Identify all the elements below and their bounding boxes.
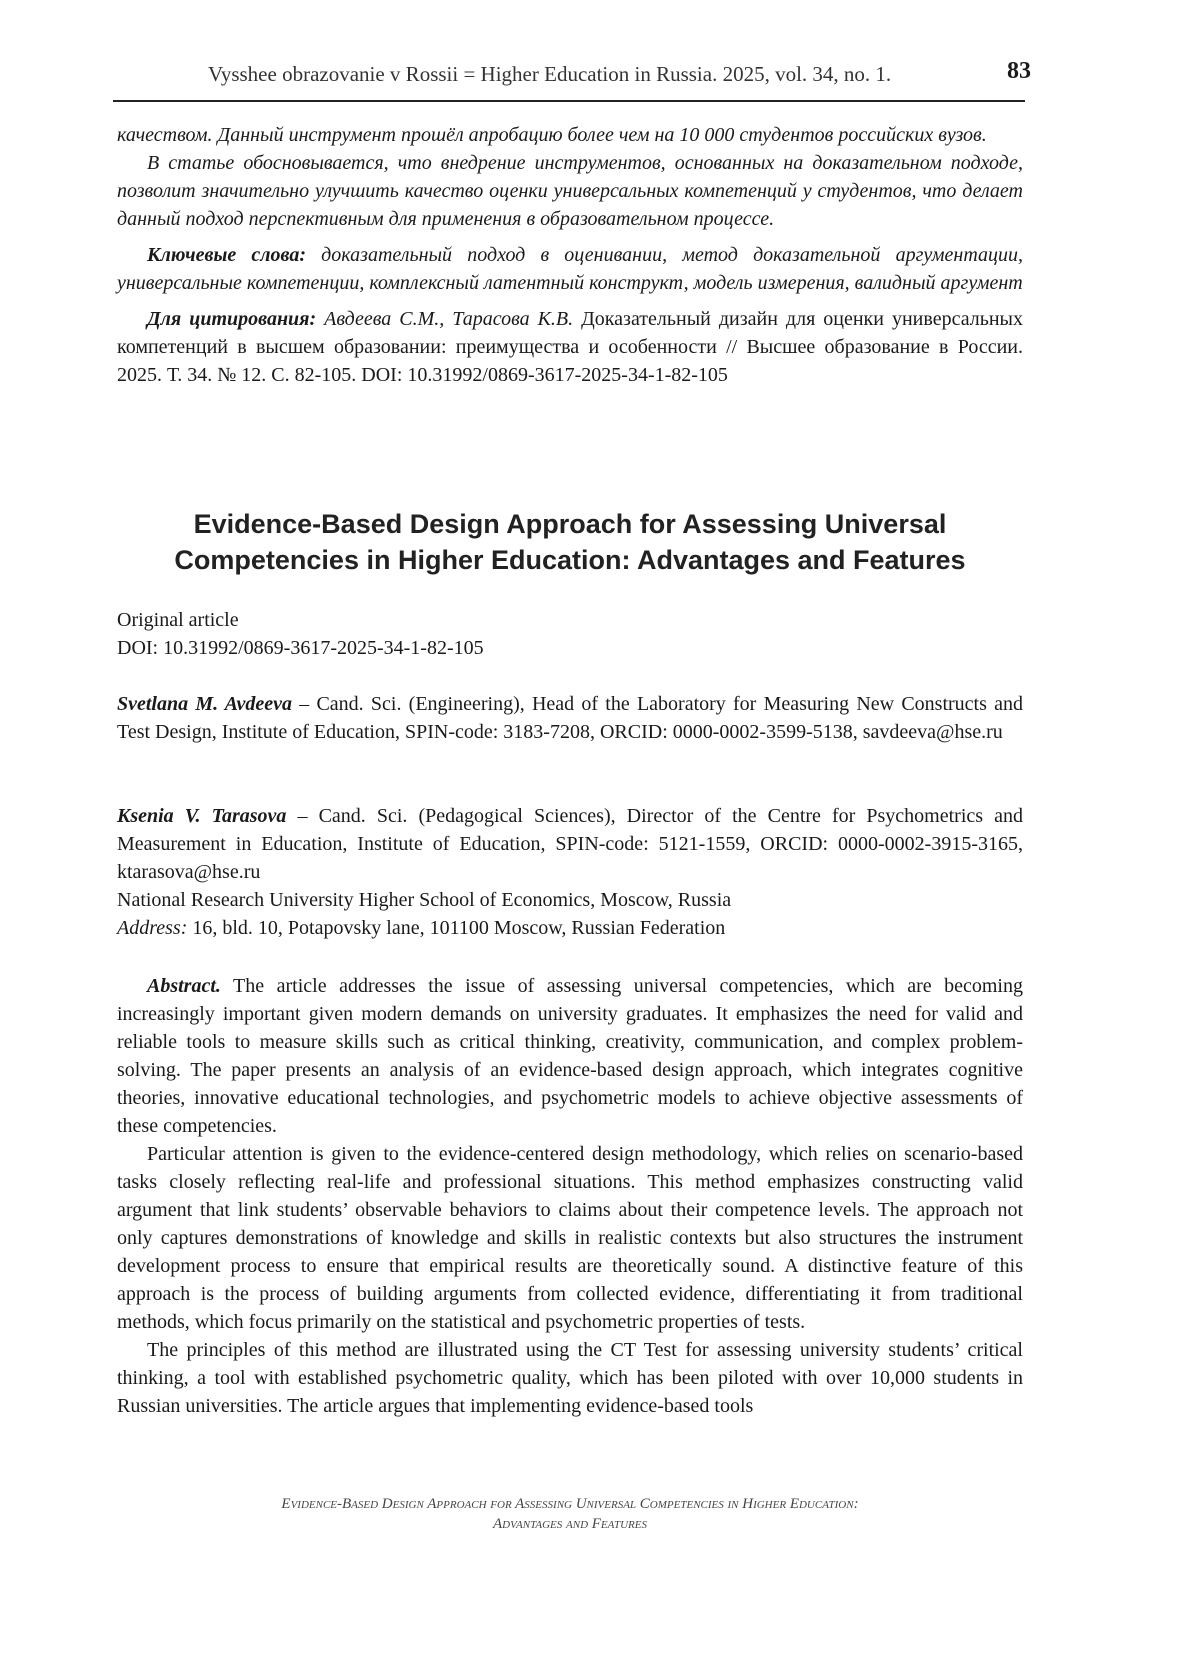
ru-paragraph: В статье обосновывается, что внедрение инструментов, основанных на доказательном подходе, позволит значительно улучшить качество оценки универсальных компетенций у студентов, что делает данный подход перспективным для применения в образовательном процессе.: [117, 152, 1023, 230]
address-label: Address:: [117, 917, 188, 939]
footer-line: Evidence-Based Design Approach for Assessing Universal Competencies in Higher Education:: [281, 1496, 859, 1512]
address: [117, 914, 1023, 942]
author-name: Ksenia V. Tarasova: [117, 805, 287, 827]
abstract-paragraph: The article addresses the issue of assessing universal competencies, which are becoming increasingly important given modern demands on university graduates. It emphasizes the need for valid and reliable tools to measure skills such as critical thinking, creativity, communication, and complex problem-solving. The paper presents an analysis of an evidence-based design approach, which integrates cognitive theories, innovative educational technologies, and psychometric models to achieve objective assessments of these competencies.: [117, 975, 1023, 1137]
keywords-label: Ключевые слова:: [147, 244, 306, 266]
cite-label: Для цитирования:: [147, 308, 317, 330]
article-type: Original article: [117, 609, 239, 631]
abstract-paragraph: Particular attention is given to the evidence-centered design methodology, which relies on scenario-based tasks closely reflecting real-life and professional situations. This method emphasizes constructing valid argument that link students’ observable behaviors to claims about their competence levels. The approach not only captures demonstrations of knowledge and skills in realistic contexts but also structures the instrument development process to ensure that empirical results are theoretically sound. A distinctive feature of this approach is the process of building arguments from collected evidence, differentiating it from traditional methods, which focus primarily on the statistical and psychometric properties of tests.: [117, 1143, 1023, 1333]
running-header: [113, 58, 1031, 102]
cite-text: Доказательный дизайн для оценки универсальных компетенций в высшем образовании: преимущества и особенности // Высшее образование в России. 2025. Т. 34. № 12. С. 82-105. DOI: 10.31992/0869-3617-2025-34-1-82-105: [117, 308, 1023, 386]
author-name: Svetlana M. Avdeeva: [117, 693, 292, 715]
author-info: – Cand. Sci. (Engineering), Head of the Laboratory for Measuring New Constructs and Test Design, Institute of Education, SPIN-code: 3183-7208, ORCID: 0000-0002-3599-5138, savdeeva@hse.ru: [117, 693, 1023, 743]
abstract-label: Abstract.: [147, 975, 221, 997]
journal-title: Vysshee obrazovanie v Rossii = Higher Education in Russia. 2025, vol. 34, no. 1.: [208, 62, 892, 86]
article-doi: DOI: 10.31992/0869-3617-2025-34-1-82-105: [117, 637, 484, 659]
ru-keywords: [117, 241, 1023, 297]
abstract-paragraph: The principles of this method are illustrated using the CT Test for assessing university students’ critical thinking, a tool with established psychometric quality, which has been piloted with over 10,000 students in Russian universities. The article argues that implementing evidence-based tools: [117, 1339, 1023, 1417]
address-text: 16, bld. 10, Potapovsky lane, 101100 Moscow, Russian Federation: [187, 917, 726, 939]
ru-paragraph: качеством. Данный инструмент прошёл апробацию более чем на 10 000 студентов российских вузов.: [117, 124, 987, 146]
footer-line: Advantages and Features: [493, 1516, 647, 1532]
russian-abstract-end: [117, 121, 1023, 389]
page-number: 83: [1007, 58, 1031, 84]
author-1: [117, 690, 1023, 746]
running-footer: [117, 1494, 1023, 1534]
author-info: – Cand. Sci. (Pedagogical Sciences), Director of the Centre for Psychometrics and Measurement in Education, Institute of Education, SPIN-code: 5121-1559, ORCID: 0000-0002-3915-3165, ktarasova@hse.ru: [117, 805, 1023, 883]
article-title: Evidence-Based Design Approach for Assessing Universal Competencies in Higher Education: Advantages and Features: [174, 509, 966, 575]
cite-authors: Авдеева С.М., Тарасова К.В.: [316, 308, 574, 330]
abstract: [117, 972, 1023, 1420]
affiliation: National Research University Higher School of Economics, Moscow, Russia: [117, 889, 732, 911]
article-meta: [117, 606, 1023, 662]
ru-citation: [117, 305, 1023, 389]
author-2: [117, 802, 1023, 942]
keywords-text: доказательный подход в оценивании, метод доказательной аргументации, универсальные компетенции, комплексный латентный конструкт, модель измерения, валидный аргумент: [117, 244, 1024, 294]
